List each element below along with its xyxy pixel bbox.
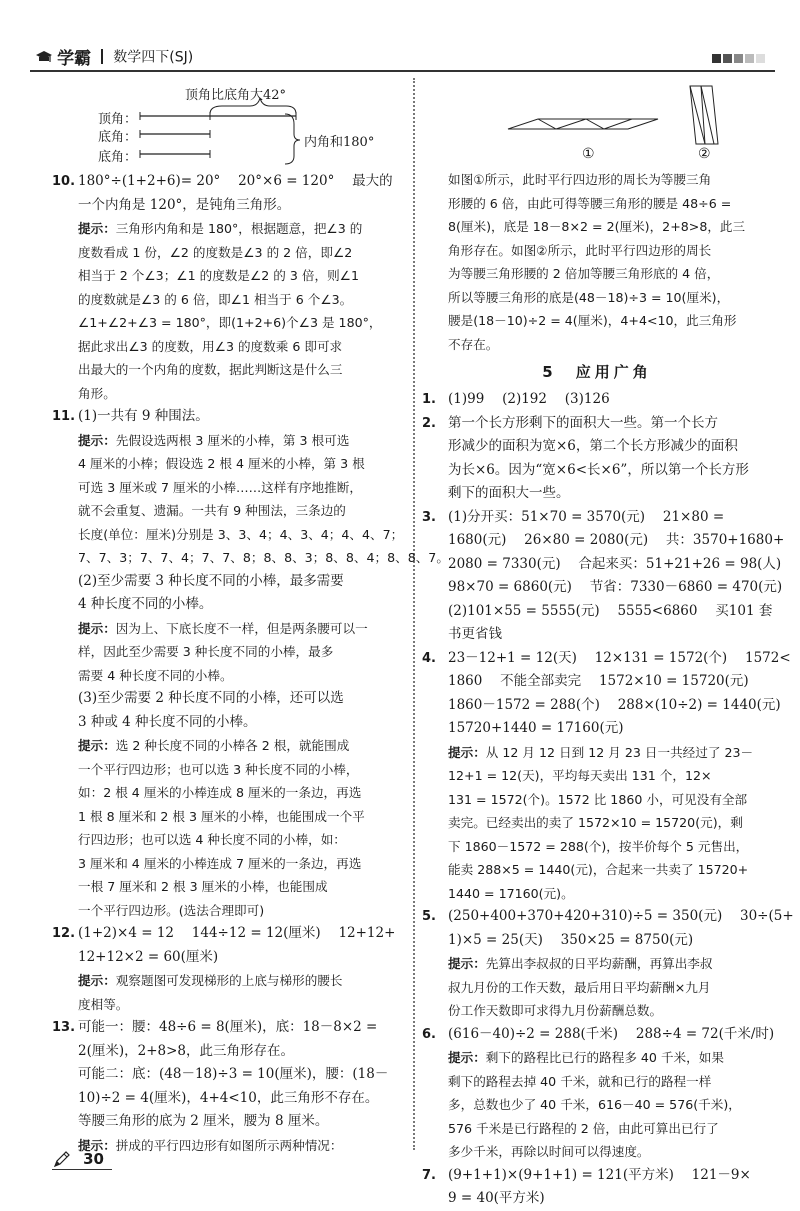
figure-label-1: ① — [582, 146, 595, 162]
hint-line — [78, 617, 406, 641]
hint-line: 腰是(18－10)÷2 = 4(厘米)，4+4<10，此三角形 — [448, 313, 737, 328]
answer-line: 12+12×2 = 60(厘米) — [78, 948, 219, 965]
question-number: 4. — [422, 650, 436, 666]
answer-line: 23－12+1 = 12(天) 12×131 = 1572(个) 1572< — [448, 649, 791, 666]
hint-line: 576 千米是已行路程的 2 倍，由此可算出已行了 — [448, 1120, 719, 1136]
answer-line: 2(厘米)，2+8>8，此三角形存在。 — [78, 1042, 295, 1059]
angle-diagram — [90, 84, 390, 174]
hint-line: 样，因此至少需要 3 种长度不同的小棒，最多 — [78, 644, 334, 659]
answer-7 — [422, 1164, 772, 1211]
answer-6 — [422, 1023, 775, 1164]
hint-line — [448, 741, 772, 765]
answer-13-continued — [422, 168, 772, 356]
answer-line: 1860－1572 = 288(个) 288×(10÷2) = 1440(元) — [448, 696, 781, 713]
hint-label: 提示： — [78, 432, 116, 448]
hint-line — [78, 734, 406, 758]
hint-label: 提示： — [78, 973, 116, 988]
hint-line: 一根 7 厘米和 2 根 3 厘米的小棒，也能围成 — [78, 879, 328, 894]
diagram-top-label: 顶角比底角大42° — [185, 88, 287, 103]
hint-line: 需要 4 种长度不同的小棒。 — [78, 667, 233, 683]
hint-line: 下 1860－1572 = 288(个)，按半价每个 5 元售出， — [448, 838, 749, 854]
hint-text: 观察题图可发现梯形的上底与梯形的腰长 — [115, 973, 343, 988]
answer-line: 1860 不能全部卖完 1572×10 = 15720(元) — [448, 673, 749, 689]
diagram-row-top-angle: 顶角： — [98, 112, 138, 127]
hint-label: 提示： — [78, 620, 116, 636]
page-number: 30 — [83, 1149, 104, 1168]
hint-line: ∠1+∠2+∠3 = 180°，即(1+2+6)个∠3 是 180°， — [78, 315, 382, 330]
answer-line: (3)至少需要 2 种长度不同的小棒，还可以选 — [78, 690, 344, 706]
hint-line: 8(厘米)，底是 18－8×2 = 2(厘米)，2+8>8，此三 — [448, 219, 746, 234]
hint-line: 相当于 2 个∠3；∠1 的度数是∠2 的 3 倍，则∠1 — [78, 268, 359, 283]
hint-label: 提示： — [78, 1137, 116, 1153]
parallelogram-figures — [500, 84, 740, 169]
question-number: 3. — [422, 509, 436, 525]
answer-line: 180°÷(1+2+6)= 20° 20°×6 = 120° 最大的 — [78, 173, 393, 189]
diagram-brace-label: 内角和180° — [304, 135, 375, 150]
answer-line: (1)99 (2)192 (3)126 — [448, 391, 610, 407]
answer-line: 2080 = 7330(元) 合起来买：51+21+26 = 98(人) — [448, 555, 782, 572]
answer-line: 第一个长方形剩下的面积大一些。第一个长方 — [448, 414, 718, 431]
hint-line — [78, 217, 406, 241]
hint-line: 一个平行四边形；也可以选 3 种长度不同的小棒， — [78, 761, 359, 777]
question-number: 13. — [52, 1020, 76, 1035]
hint-line: 12+1 = 12(天)，平均每天卖出 131 个，12× — [448, 768, 712, 783]
hint-line: 卖完。已经卖出的卖了 1572×10 = 15720(元)，剩 — [448, 815, 743, 830]
hint-text: 选 2 种长度不同的小棒各 2 根，就能围成 — [115, 738, 350, 753]
answer-line: 9 = 40(平方米) — [448, 1190, 545, 1206]
hint-text: 从 12 月 12 日到 12 月 23 日一共经过了 23－ — [485, 744, 754, 760]
answer-line: 10)÷2 = 4(厘米)，4+4<10，此三角形不存在。 — [78, 1089, 379, 1106]
question-number: 10. — [52, 174, 76, 189]
hint-label: 提示： — [78, 738, 116, 753]
answer-line: 1680(元) 26×80 = 2080(元) 共：3570+1680+ — [448, 532, 785, 548]
hint-line: 1440 = 17160(元)。 — [448, 885, 574, 901]
diagram-row-base-angle-2: 底角： — [98, 150, 138, 165]
answer-3 — [422, 506, 785, 647]
answer-line: 书更省钱 — [448, 626, 502, 642]
hint-text: 三角形内角和是 180°，根据题意，把∠3 的 — [115, 221, 363, 236]
hint-line: 行四边形；也可以选 4 种长度不同的小棒，如： — [78, 832, 346, 847]
hint-line: 如：2 根 4 厘米的小棒连成 8 厘米的一条边，再选 — [78, 785, 362, 800]
hint-label: 提示： — [78, 221, 116, 236]
page-header — [30, 34, 775, 78]
header-separator — [101, 49, 103, 64]
brand-name: 学霸 — [57, 49, 92, 69]
hint-line — [78, 429, 406, 453]
question-number: 2. — [422, 415, 436, 431]
answer-11 — [52, 405, 449, 922]
hint-line: 多少千米，再除以时间可以得速度。 — [448, 1144, 650, 1159]
right-column — [422, 168, 794, 1211]
question-number: 12. — [52, 926, 76, 941]
hint-line — [448, 952, 772, 976]
graduation-cap-icon — [36, 50, 52, 64]
answer-10 — [52, 170, 406, 405]
answer-line: 一个内角是 120°，是钝角三角形。 — [78, 196, 291, 213]
answer-line: 可能一：腰：48÷6 = 8(厘米)，底：18－8×2 = — [78, 1019, 378, 1035]
hint-line: 角形存在。如图②所示，此时平行四边形的周长 — [448, 242, 712, 258]
question-number: 6. — [422, 1026, 436, 1042]
answer-line: 形减少的面积为宽×6，第二个长方形减少的面积 — [448, 438, 738, 454]
hint-line: 一个平行四边形。(选法合理即可) — [78, 902, 265, 918]
hint-line: 形腰的 6 倍，由此可得等腰三角形的腰是 48÷6 = — [448, 195, 732, 211]
hint-line: 度相等。 — [78, 996, 129, 1012]
answer-line: 可能二：底：(48－18)÷3 = 10(厘米)，腰：(18－ — [78, 1066, 389, 1082]
answer-line: (616－40)÷2 = 288(千米) 288÷4 = 72(千米/时) — [448, 1025, 775, 1042]
answer-line: 15720+1440 = 17160(元) — [448, 720, 624, 736]
hint-line — [78, 969, 406, 993]
answer-line: (9+1+1)×(9+1+1) = 121(平方米) 121－9× — [448, 1166, 751, 1183]
diagram-row-base-angle-1: 底角： — [98, 130, 138, 145]
hint-line — [78, 1134, 406, 1158]
hint-line: 出最大的一个内角的度数，据此判断这是什么三 — [78, 362, 343, 377]
hint-text: 因为上、下底长度不一样，但是两条腰可以一 — [115, 620, 368, 636]
hint-line: 的度数就是∠3 的 6 倍，即∠1 相当于 6 个∠3。 — [78, 291, 353, 307]
hint-text: 拼成的平行四边形有如图所示两种情况： — [115, 1137, 343, 1153]
hint-line: 可选 3 厘米或 7 厘米的小棒……这样有序地推断， — [78, 479, 362, 495]
hint-line: 多，总数也少了 40 千米，616－40 = 576(千米)， — [448, 1097, 741, 1112]
answer-line: 等腰三角形的底为 2 厘米，腰为 8 厘米。 — [78, 1113, 329, 1129]
hint-label: 提示： — [448, 956, 486, 971]
answer-line: 剩下的面积大一些。 — [448, 485, 570, 501]
column-divider — [413, 78, 415, 1150]
hint-line: 就不会重复、遗漏。一共有 9 种围法，三条边的 — [78, 503, 346, 518]
answer-line: (2)至少需要 3 种长度不同的小棒，最多需要 — [78, 572, 344, 589]
left-column — [52, 170, 449, 1157]
brand-logo — [36, 44, 193, 69]
hint-line: 能卖 288×5 = 1440(元)，合起来一共卖了 15720+ — [448, 862, 749, 877]
hint-line: 角形。 — [78, 385, 116, 401]
answer-2 — [422, 412, 772, 506]
hint-text: 先算出李叔叔的日平均薪酬，再算出李叔 — [485, 956, 713, 971]
answer-4 — [422, 647, 791, 906]
answer-line: (1)一共有 9 种围法。 — [78, 408, 209, 424]
hint-text: 剩下的路程比已行的路程多 40 千米，如果 — [485, 1050, 724, 1065]
question-number: 5. — [422, 909, 436, 924]
book-subject: 数学四下(SJ) — [113, 49, 194, 66]
hint-line: 份工作天数即可求得九月份薪酬总数。 — [448, 1003, 663, 1018]
answer-line: 3 种或 4 种长度不同的小棒。 — [78, 713, 257, 730]
header-rule — [30, 70, 775, 72]
header-decoration — [710, 48, 765, 67]
pencil-icon — [52, 1149, 72, 1169]
answer-5 — [422, 905, 794, 1023]
hint-label: 提示： — [448, 1050, 486, 1065]
hint-line: 如图①所示，此时平行四边形的周长为等腰三角 — [448, 172, 712, 187]
answer-line: (2)101×55 = 5555(元) 5555<6860 买101 套 — [448, 602, 773, 619]
answer-12 — [52, 922, 406, 1016]
answer-13 — [52, 1016, 406, 1157]
answer-line: (1)分开买：51×70 = 3570(元) 21×80 = — [448, 508, 725, 525]
hint-line: 4 厘米的小棒；假设选 2 根 4 厘米的小棒，第 3 根 — [78, 456, 365, 471]
hint-line — [448, 1046, 772, 1070]
section-title: 5 应用广角 — [542, 363, 652, 381]
hint-line: 叔九月份的工作天数，最后用日平均薪酬×九月 — [448, 979, 711, 995]
answer-line: (1+2)×4 = 12 144÷12 = 12(厘米) 12+12+ — [78, 925, 396, 941]
question-number: 1. — [422, 392, 436, 407]
hint-line: 131 = 1572(个)。1572 比 1860 小，可见没有全部 — [448, 791, 748, 807]
footer-rule — [52, 1169, 112, 1170]
answer-line: 98×70 = 6860(元) 节省：7330－6860 = 470(元) — [448, 579, 783, 595]
hint-line: 不存在。 — [448, 336, 499, 352]
question-number: 7. — [422, 1167, 436, 1183]
page-footer — [52, 1148, 104, 1169]
hint-line: 剩下的路程去掉 40 千米，就和已行的路程一样 — [448, 1073, 712, 1089]
hint-line: 7、7、3；7、7、4；7、7、8；8、8、3；8、8、4；8、8、7。 — [78, 550, 449, 565]
hint-line: 3 厘米和 4 厘米的小棒连成 7 厘米的一条边，再选 — [78, 855, 362, 871]
hint-line: 所以等腰三角形的底是(48－18)÷3 = 10(厘米)， — [448, 289, 730, 305]
answer-line: (250+400+370+420+310)÷5 = 350(元) 30÷(5+ — [448, 908, 794, 924]
hint-text: 先假设选两根 3 厘米的小棒，第 3 根可选 — [115, 432, 350, 448]
answer-line: 为长×6。因为“宽×6<长×6”，所以第一个长方形 — [448, 461, 749, 478]
figure-label-2: ② — [698, 146, 711, 162]
hint-label: 提示： — [448, 744, 486, 760]
answer-line: 4 种长度不同的小棒。 — [78, 596, 213, 612]
answer-1 — [422, 388, 772, 412]
hint-line: 据此求出∠3 的度数，用∠3 的度数乘 6 即可求 — [78, 338, 343, 354]
hint-line: 长度(单位：厘米)分别是 3、3、4；4、3、4；4、4、7； — [78, 526, 404, 542]
hint-line: 度数看成 1 份，∠2 的度数是∠3 的 2 倍，即∠2 — [78, 244, 353, 260]
hint-line: 为等腰三角形腰的 2 倍加等腰三角形底的 4 倍， — [448, 266, 720, 281]
question-number: 11. — [52, 409, 76, 424]
hint-line: 1 根 8 厘米和 2 根 3 厘米的小棒，也能围成一个平 — [78, 808, 365, 824]
answer-line: 1)×5 = 25(天) 350×25 = 8750(元) — [448, 931, 694, 948]
